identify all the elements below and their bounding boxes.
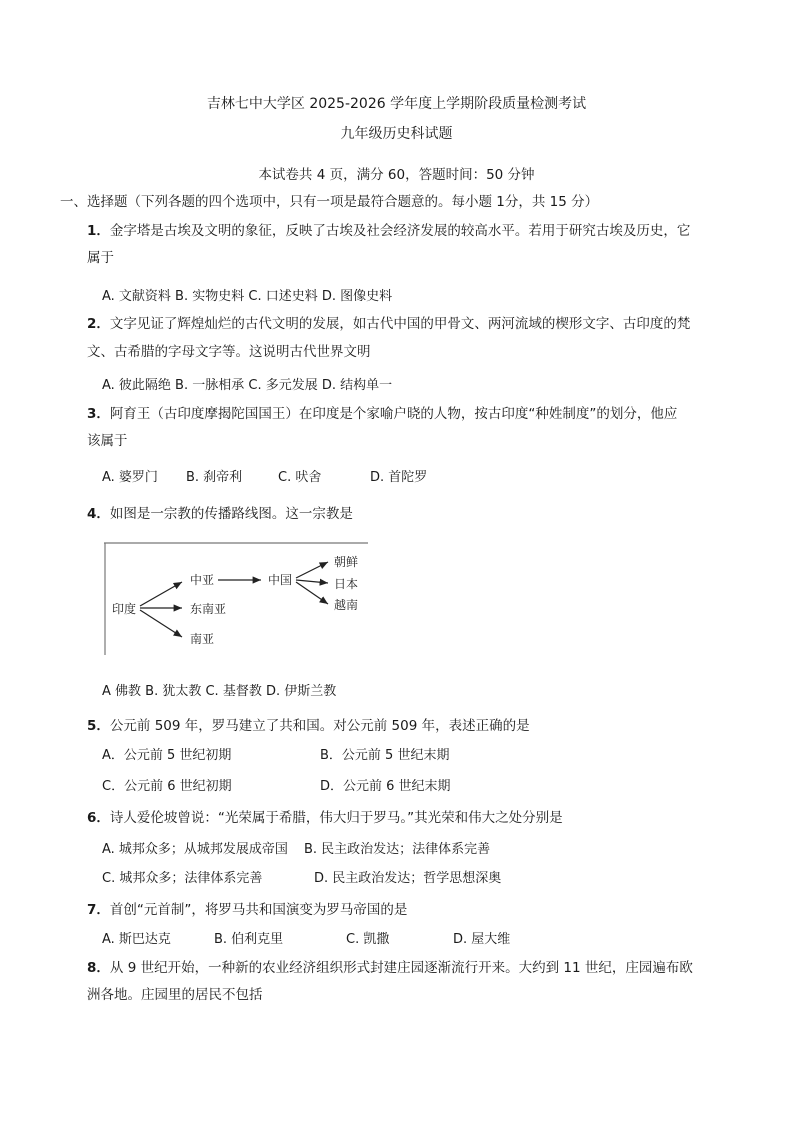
arrow-china-korea — [296, 562, 328, 578]
question-5-option-c: C．公元前 6 世纪初期 — [102, 779, 232, 794]
question-stem: 从 9 世纪开始，一种新的农业经济组织形式封建庄园逐渐流行开来。大约到 11 世纪，庄园遍布欧 — [109, 960, 693, 976]
question-1-options: A. 文献资料 B. 实物史料 C. 口述史料 D. 图像史料 — [102, 289, 393, 304]
exam-info: 本试卷共 4 页，满分 60，答题时间：50 分钟 — [258, 167, 535, 183]
question-3-option-d: D. 首陀罗 — [370, 470, 428, 485]
question-stem: 公元前 509 年，罗马建立了共和国。对公元前 509 年，表述正确的是 — [109, 718, 530, 734]
question-5 — [87, 714, 530, 734]
religion-spread-diagram — [104, 542, 368, 656]
label-southeast-asia: 东南亚 — [190, 602, 227, 616]
question-stem: 金字塔是古埃及文明的象征，反映了古埃及社会经济发展的较高水平。若用于研究古埃及历史，它 — [109, 223, 691, 239]
label-central-asia: 中亚 — [190, 573, 215, 587]
question-8 — [87, 956, 693, 976]
question-number: 3． — [87, 406, 110, 422]
question-3-cont: 该属于 — [87, 433, 128, 449]
question-stem: 如图是一宗教的传播路线图。这一宗教是 — [109, 506, 353, 522]
question-5-option-d: D．公元前 6 世纪末期 — [320, 779, 451, 794]
question-7 — [87, 898, 407, 918]
question-6 — [87, 806, 563, 826]
label-south-asia: 南亚 — [190, 632, 215, 646]
section-heading: 一、选择题（下列各题的四个选项中，只有一项是最符合题意的。每小题 1分，共 15 分） — [60, 194, 599, 210]
question-2-cont: 文、古希腊的字母文字等。这说明古代世界文明 — [87, 344, 371, 360]
label-vietnam: 越南 — [334, 598, 359, 612]
question-8-cont: 洲各地。庄园里的居民不包括 — [87, 987, 263, 1003]
question-stem: 文字见证了辉煌灿烂的古代文明的发展，如古代中国的甲骨文、两河流域的楔形文字、古印度的梵 — [109, 316, 691, 332]
question-5-option-b: B．公元前 5 世纪末期 — [320, 748, 450, 763]
question-number: 1． — [87, 223, 110, 239]
question-2-options: A. 彼此隔绝 B. 一脉相承 C. 多元发展 D. 结构单一 — [102, 378, 393, 393]
label-korea: 朝鲜 — [334, 555, 359, 569]
question-number: 4． — [87, 506, 110, 522]
question-6-option-c: C. 城邦众多；法律体系完善 — [102, 871, 263, 886]
question-6-option-b: B. 民主政治发达；法律体系完善 — [304, 842, 491, 857]
question-number: 6． — [87, 810, 110, 826]
question-2 — [87, 312, 690, 332]
question-3 — [87, 402, 677, 422]
question-stem: 首创“元首制”，将罗马共和国演变为罗马帝国的是 — [109, 902, 408, 918]
question-5-option-a: A．公元前 5 世纪初期 — [102, 748, 232, 763]
question-7-option-b: B. 伯利克里 — [214, 932, 284, 947]
label-china: 中国 — [268, 573, 293, 587]
question-stem: 诗人爱伦坡曾说：“光荣属于希腊，伟大归于罗马。”其光荣和伟大之处分别是 — [109, 810, 563, 826]
exam-title: 吉林七中大学区 2025-2026 学年度上学期阶段质量检测考试 — [206, 96, 587, 112]
question-6-option-d: D. 民主政治发达；哲学思想深奥 — [314, 871, 502, 886]
question-1 — [87, 219, 690, 239]
arrow-india-central-asia — [140, 582, 182, 606]
question-7-option-d: D. 屋大维 — [453, 932, 511, 947]
label-india: 印度 — [112, 602, 137, 616]
question-1-cont: 属于 — [87, 250, 114, 266]
question-stem: 阿育王（古印度摩揭陀国国王）在印度是个家喻户晓的人物，按古印度“种姓制度”的划分，他应 — [109, 406, 678, 422]
question-4-options: A 佛教 B. 犹太教 C. 基督教 D. 伊斯兰教 — [102, 684, 337, 699]
question-4 — [87, 502, 353, 522]
question-6-option-a: A. 城邦众多；从城邦发展成帝国 — [102, 842, 288, 857]
question-7-option-c: C. 凯撒 — [346, 932, 390, 947]
question-number: 8． — [87, 960, 110, 976]
question-number: 2． — [87, 316, 110, 332]
arrow-india-south-asia — [140, 610, 182, 637]
question-3-option-c: C. 吠舍 — [278, 470, 322, 485]
question-number: 5． — [87, 718, 110, 734]
question-number: 7． — [87, 902, 110, 918]
question-3-option-a: A. 婆罗门 — [102, 470, 158, 485]
arrow-china-japan — [296, 580, 328, 583]
label-japan: 日本 — [334, 577, 359, 591]
exam-subtitle: 九年级历史科试题 — [340, 126, 453, 142]
arrow-china-vietnam — [296, 582, 328, 604]
question-7-option-a: A. 斯巴达克 — [102, 932, 171, 947]
question-3-option-b: B. 刹帝利 — [186, 470, 243, 485]
